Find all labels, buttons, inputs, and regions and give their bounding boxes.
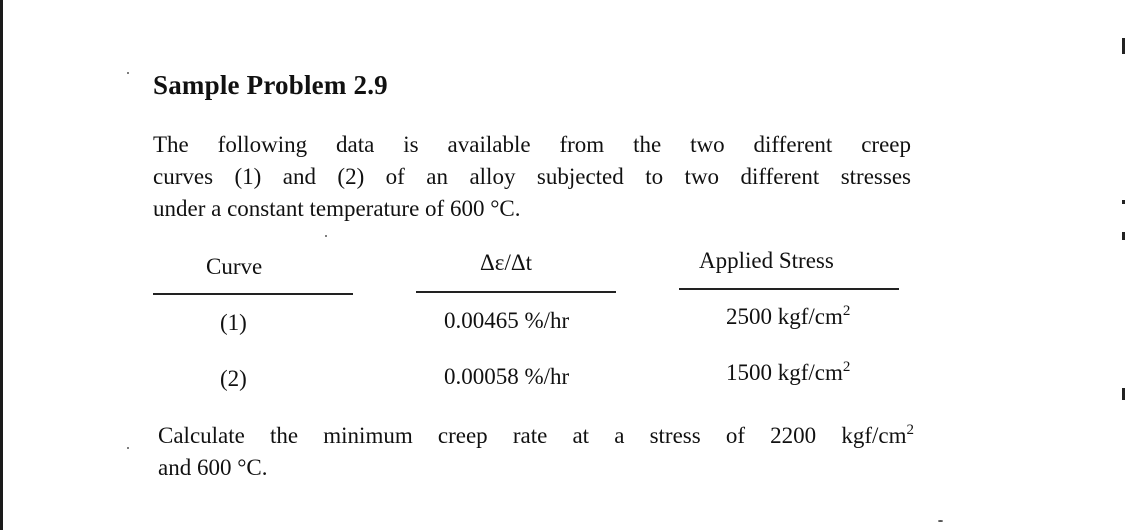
problem-title: Sample Problem 2.9 [153,70,388,100]
header-rule-curve [153,293,353,295]
row2-stress-value: 1500 kgf/cm [726,360,843,385]
row2-rate: 0.00058 %/hr [444,364,570,389]
header-strain-rate: Δε/Δt [480,250,533,275]
row2-stress [726,360,850,386]
scan-speck [127,447,129,449]
row1-stress-value: 2500 kgf/cm [726,304,843,329]
statement-line: curves (1) and (2) of an alloy subjected to two different stresses [153,164,911,189]
statement-line: under a constant temperature of 600 °C. [153,196,521,221]
header-curve: Curve [206,254,263,279]
row1-rate: 0.00465 %/hr [444,308,570,333]
page-left-border [0,0,3,530]
header-rule-strain-rate [416,291,616,293]
statement-line: The following data is available from the two different creep [153,132,911,157]
header-applied-stress: Applied Stress [699,248,834,273]
header-rule-applied-stress [679,288,899,290]
question-line [158,420,914,452]
row1-curve: (1) [220,310,247,335]
row1-stress [726,304,850,330]
row2-stress-exponent: 2 [842,359,851,375]
scan-speck [127,72,129,74]
scan-speck [938,520,943,522]
row2-curve: (2) [220,366,247,391]
question-line1-text: Calculate the minimum creep rate at a stress of 2200 kgf/cm [158,423,907,448]
problem-question [158,420,914,484]
question-line: and 600 °C. [158,455,268,480]
row1-stress-exponent: 2 [842,303,851,319]
creep-data-table [153,245,913,395]
problem-statement [153,129,911,225]
scan-speck [325,235,327,237]
page-right-edge [1119,0,1125,530]
question-exponent: 2 [906,422,914,438]
